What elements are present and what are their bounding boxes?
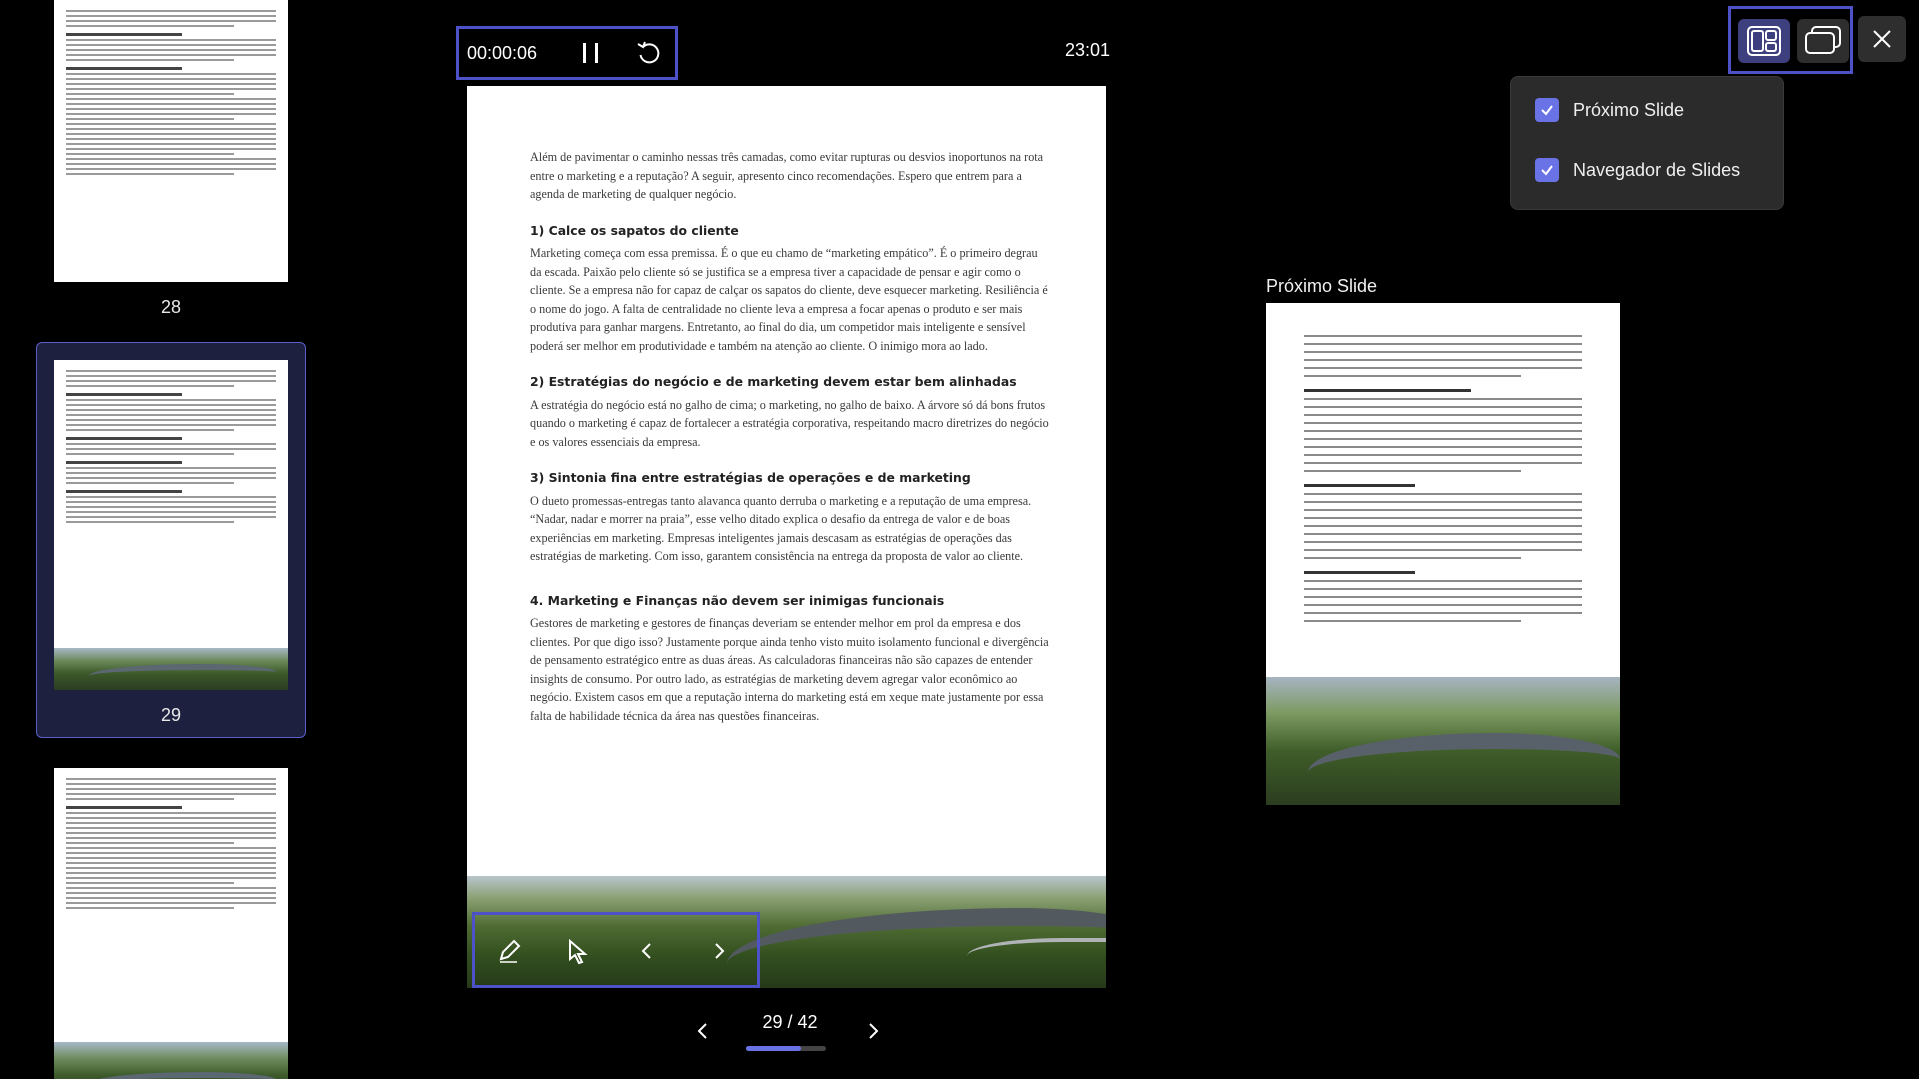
chevron-right-icon[interactable] (697, 929, 741, 973)
thumbnail-photo (54, 648, 288, 690)
monitor-icon (1805, 26, 1841, 56)
close-button[interactable] (1858, 16, 1906, 62)
next-slide-preview[interactable] (1266, 303, 1620, 805)
slide-intro: Além de pavimentar o caminho nessas três camadas, como evitar rupturas ou desvios inoportunos na rota entre o marketing e a reputação? A seguir, apresento cinco recomendações. Espero que entrem para a agenda de marketing de qualquer negócio. (530, 150, 1044, 201)
slide-pager (680, 1006, 890, 1056)
page-indicator: 29 / 42 (762, 1012, 818, 1032)
section-body: Marketing começa com essa premissa. É o que eu chamo de “marketing empático”. É o primeiro degrau da escada. Paixão pelo cliente só se justifica se a empresa tiver a capacidade de pensar e agir como o cliente. Se a empresa não for capaz de calçar os sapatos do cliente, deve esquecer marketing. Resiliência é o nome do jogo. A falta de centralidade no cliente leva a empresa a focar apenas o produto e ser mais produtiva para ganhar margens. Entretanto, ao final do dia, um competidor mais inteligente e sensível poderá ser melhor em produtividade e também na atenção ao cliente. O inimigo mora ao lado. (530, 246, 1048, 353)
menu-item-slide-navigator[interactable] (1535, 155, 1740, 185)
view-toggle-group (1728, 6, 1853, 74)
next-slide-photo (1266, 677, 1620, 805)
layout-icon (1747, 26, 1781, 56)
pen-icon[interactable] (487, 929, 531, 973)
checkbox-checked-icon[interactable] (1535, 98, 1559, 122)
current-slide (467, 86, 1106, 988)
thumbnail-photo (54, 1042, 288, 1079)
view-options-menu (1510, 76, 1784, 210)
slide-number-28: 28 (160, 297, 182, 317)
slide-content (530, 148, 1050, 725)
slide-thumbnail-28[interactable] (54, 0, 288, 282)
checkbox-checked-icon[interactable] (1535, 158, 1559, 182)
elapsed-timer: 00:00:06 (467, 42, 538, 63)
menu-item-next-slide[interactable] (1535, 95, 1684, 125)
slide-thumbnail-30[interactable] (54, 768, 288, 1079)
section-body: O dueto promessas-entregas tanto alavanca quanto derruba o marketing e a reputação de uma empresa. “Nadar, nadar e morrer na praia”, esse velho ditado explica o desafio da entrega de valor e de boas experiências em marketing. Empresas inteligentes jamais descasam as estratégias de operações das estratégias de marketing. Com isso, garantem consistência na entrega da proposta de valor ao cliente. (530, 493, 1032, 563)
reset-icon[interactable] (629, 33, 669, 73)
progress-fill (746, 1046, 801, 1051)
section-heading: 1) Calce os sapatos do cliente (530, 222, 739, 238)
menu-item-label: Navegador de Slides (1573, 159, 1741, 180)
section-body: Gestores de marketing e gestores de finanças deveriam se entender melhor em prol da empresa e dos clientes. Por que digo isso? Justamente porque ainda tenho visto muito isolamento funcional e divergência de pensamento estratégico entre as duas áreas. As calculadoras financeiras não são capazes de entender insights de consumo. Por outro lado, as estratégias de marketing devem agregar valor econômico ao negócio. Existem casos em que a reputação interna do marketing está em xeque mate justamente por essa falta de habilidade técnica da área nas questões financeiras. (530, 616, 1049, 723)
pause-icon[interactable] (571, 33, 611, 73)
section-heading: 2) Estratégias do negócio e de marketing devem estar bem alinhadas (530, 374, 1017, 389)
section-heading: 3) Sintonia fina entre estratégias de operações e de marketing (530, 470, 971, 485)
previous-slide-button[interactable] (688, 1016, 718, 1046)
close-icon (1871, 28, 1893, 50)
slide-progress-bar (746, 1046, 826, 1051)
presenter-layout-button[interactable] (1738, 19, 1790, 63)
slide-number-29: 29 (160, 705, 182, 725)
chevron-right-icon (863, 1021, 883, 1041)
slide-thumbnail-29[interactable] (54, 360, 288, 690)
chevron-left-icon (693, 1021, 713, 1041)
slide-tools (472, 912, 760, 988)
current-time: 23:01 (1064, 40, 1110, 60)
pointer-icon[interactable] (555, 929, 599, 973)
timer-controls (456, 26, 678, 80)
display-settings-button[interactable] (1797, 19, 1849, 63)
next-slide-label: Próximo Slide (1266, 276, 1378, 296)
section-body: A estratégia do negócio está no galho de cima; o marketing, no galho de baixo. A árvore só dá bons frutos quando o marketing é capaz de fortalecer a estratégia corporativa, respeitando macro diretrizes do negócio e os valores essenciais da empresa. (530, 397, 1049, 449)
section-heading: 4. Marketing e Finanças não devem ser inimigas funcionais (530, 592, 945, 608)
menu-item-label: Próximo Slide (1573, 99, 1685, 120)
next-slide-button[interactable] (858, 1016, 888, 1046)
chevron-left-icon[interactable] (625, 929, 669, 973)
slide-navigator (0, 0, 320, 1079)
